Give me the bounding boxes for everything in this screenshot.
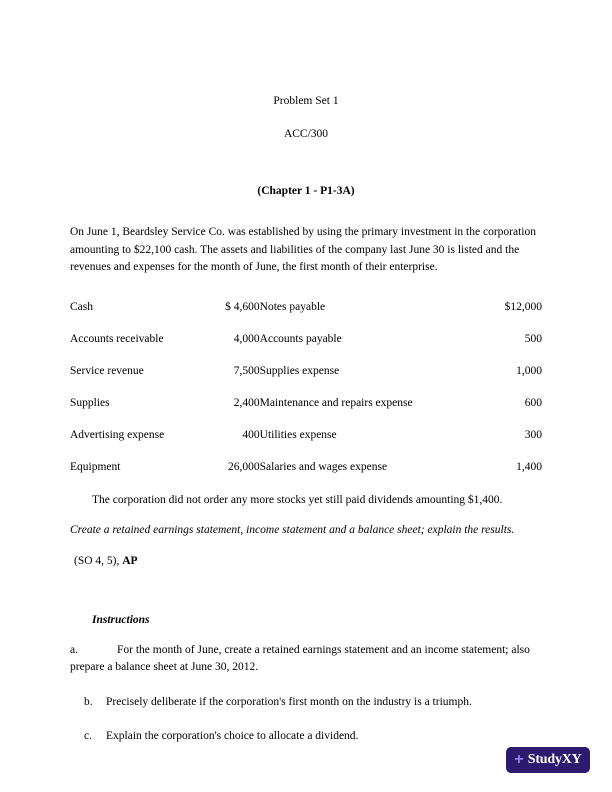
right-account-label: Utilities expense [259, 428, 337, 441]
item-label-b: b. [84, 695, 93, 708]
so-code: AP [122, 554, 138, 567]
item-text-a: For the month of June, create a retained earnings statement and an income statement; also prepare a balance sheet at June 30, 2012. [70, 643, 530, 673]
left-account-value: 4,000 [233, 332, 260, 345]
page-title: Problem Set 1 [273, 95, 339, 107]
table-row [70, 396, 542, 428]
left-account-value: 7,500 [233, 364, 260, 377]
right-account-value: 1,000 [516, 364, 542, 377]
left-account-value: $ 4,600 [225, 300, 260, 313]
right-account-value: $12,000 [504, 300, 542, 313]
right-account-value: 600 [524, 396, 542, 409]
right-account-label: Maintenance and repairs expense [259, 396, 413, 409]
instructions-heading: Instructions [92, 613, 150, 626]
intro-paragraph: On June 1, Beardsley Service Co. was established by using the primary investment in the corporation amounting to $22,100 cash. The assets and liabilities of the company last June 30 is listed and the revenues and expenses for the month of June, the first month of their enterprise. [70, 226, 536, 273]
instruction-item-b [70, 694, 542, 712]
table-row [70, 460, 542, 492]
watermark-label: StudyXY [527, 752, 582, 767]
so-prefix: (SO 4, 5), [74, 554, 123, 567]
plus-icon: + [514, 751, 524, 768]
right-account-label: Supplies expense [259, 364, 340, 377]
left-account-label: Accounts receivable [70, 332, 164, 345]
studyxy-watermark [506, 747, 590, 773]
table-row [70, 364, 542, 396]
right-account-value: 500 [524, 332, 542, 345]
instruction-item-c [70, 728, 542, 746]
item-label-c: c. [84, 730, 92, 742]
table-row [70, 428, 542, 460]
left-account-label: Supplies [70, 396, 110, 409]
left-account-label: Equipment [70, 460, 121, 473]
item-text-c: Explain the corporation's choice to allocate a dividend. [106, 730, 359, 742]
account-balances-table [70, 300, 542, 492]
left-account-label: Cash [70, 300, 93, 313]
left-account-value: 400 [242, 428, 260, 441]
table-row [70, 332, 542, 364]
chapter-heading: (Chapter 1 - P1-3A) [257, 185, 355, 197]
study-objective-line [70, 554, 542, 568]
right-account-label: Salaries and wages expense [259, 460, 388, 473]
task-statement: Create a retained earnings statement, income statement and a balance sheet; explain the results. [70, 524, 515, 536]
left-account-label: Service revenue [70, 364, 144, 377]
left-account-value: 26,000 [228, 460, 260, 473]
table-row [70, 300, 542, 332]
left-account-value: 2,400 [233, 396, 260, 409]
dividends-paragraph: The corporation did not order any more stocks yet still paid dividends amounting $1,400. [92, 493, 503, 506]
right-account-value: 300 [524, 428, 542, 441]
left-account-label: Advertising expense [70, 428, 165, 441]
right-account-label: Notes payable [259, 300, 326, 313]
right-account-value: 1,400 [516, 460, 542, 473]
course-code: ACC/300 [283, 128, 329, 140]
instruction-item-a: a. For the month of June, create a retained earnings statement and an income statement; also prepare a balance sheet at June 30, 2012. [70, 643, 530, 673]
right-account-label: Accounts payable [259, 332, 342, 345]
item-text-b: Precisely deliberate if the corporation's first month on the industry is a triumph. [106, 695, 472, 708]
document-body [70, 94, 542, 746]
